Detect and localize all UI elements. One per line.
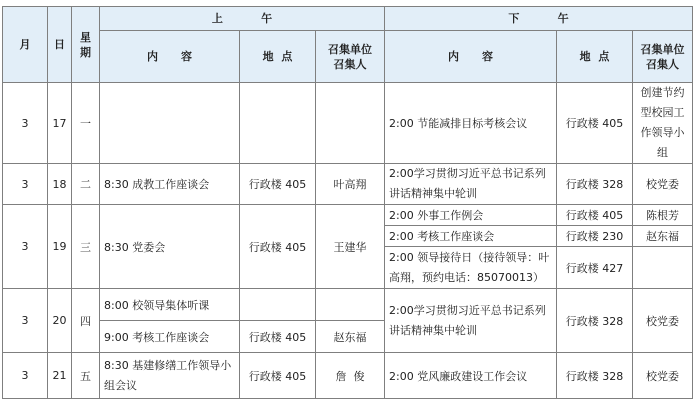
- month-cell: 3: [3, 289, 48, 353]
- pm-organizer-cell: 校党委: [633, 353, 693, 399]
- pm-content-cell: 2:00 考核工作座谈会: [385, 226, 557, 247]
- month-cell: 3: [3, 353, 48, 399]
- am-content-cell: 9:00 考核工作座谈会: [100, 321, 240, 353]
- day-cell: 21: [48, 353, 72, 399]
- am-organizer-cell: 赵东福: [316, 321, 385, 353]
- day-cell: 18: [48, 164, 72, 205]
- weekday-cell: 一: [72, 83, 100, 164]
- pm-location-cell: 行政楼 405: [557, 205, 633, 226]
- month-header: 月: [3, 7, 48, 83]
- pm-content-cell: 2:00 外事工作例会: [385, 205, 557, 226]
- am-location-cell: 行政楼 405: [240, 353, 316, 399]
- weekday-cell: 五: [72, 353, 100, 399]
- am-location-cell: 行政楼 405: [240, 321, 316, 353]
- pm-location-cell: 行政楼 230: [557, 226, 633, 247]
- am-organizer-cell: 叶高翔: [316, 164, 385, 205]
- am-content-header: 内 容: [100, 31, 240, 83]
- table-row: [3, 164, 693, 205]
- pm-organizer-cell: 校党委: [633, 164, 693, 205]
- am-organizer-cell: 王建华: [316, 205, 385, 289]
- am-organizer-cell: 詹 俊: [316, 353, 385, 399]
- pm-content-cell: 2:00 节能减排目标考核会议: [385, 83, 557, 164]
- pm-organizer-cell: 创建节约型校园工作领导小组: [633, 83, 693, 164]
- pm-organizer-cell: 赵东福: [633, 226, 693, 247]
- weekday-cell: 三: [72, 205, 100, 289]
- am-location-cell: [240, 289, 316, 321]
- weekday-cell: 二: [72, 164, 100, 205]
- day-cell: 20: [48, 289, 72, 353]
- am-content-cell: 8:30 基建修缮工作领导小组会议: [100, 353, 240, 399]
- am-content-cell: 8:00 校领导集体听课: [100, 289, 240, 321]
- am-location-cell: 行政楼 405: [240, 205, 316, 289]
- day-cell: 17: [48, 83, 72, 164]
- am-content-cell: 8:30 成教工作座谈会: [100, 164, 240, 205]
- am-location-cell: [240, 83, 316, 164]
- weekday-header: 星期: [72, 7, 100, 83]
- pm-location-cell: 行政楼 328: [557, 353, 633, 399]
- weekday-cell: 四: [72, 289, 100, 353]
- pm-organizer-cell: [633, 247, 693, 289]
- pm-content-cell: 2:00 领导接待日（接待领导：叶高翔，预约电话：85070013）: [385, 247, 557, 289]
- pm-location-cell: 行政楼 427: [557, 247, 633, 289]
- day-cell: 19: [48, 205, 72, 289]
- am-organizer-cell: [316, 83, 385, 164]
- pm-location-header: 地 点: [557, 31, 633, 83]
- table-row: [3, 205, 693, 226]
- am-content-cell: 8:30 党委会: [100, 205, 240, 289]
- am-location-cell: 行政楼 405: [240, 164, 316, 205]
- month-cell: 3: [3, 205, 48, 289]
- am-organizer-cell: [316, 289, 385, 321]
- am-organizer-header: 召集单位 召集人: [316, 31, 385, 83]
- pm-organizer-header: 召集单位 召集人: [633, 31, 693, 83]
- table-row: [3, 83, 693, 164]
- pm-location-cell: 行政楼 328: [557, 289, 633, 353]
- pm-organizer-cell: 陈根芳: [633, 205, 693, 226]
- pm-location-cell: 行政楼 328: [557, 164, 633, 205]
- pm-content-cell: 2:00学习贯彻习近平总书记系列讲话精神集中轮训: [385, 289, 557, 353]
- morning-header: 上 午: [100, 7, 385, 31]
- pm-location-cell: 行政楼 405: [557, 83, 633, 164]
- pm-content-cell: 2:00学习贯彻习近平总书记系列讲话精神集中轮训: [385, 164, 557, 205]
- table-row: [3, 353, 693, 399]
- pm-content-header: 内 容: [385, 31, 557, 83]
- pm-organizer-cell: 校党委: [633, 289, 693, 353]
- table-row: [3, 289, 693, 321]
- pm-content-cell: 2:00 党风廉政建设工作会议: [385, 353, 557, 399]
- day-header: 日: [48, 7, 72, 83]
- month-cell: 3: [3, 164, 48, 205]
- month-cell: 3: [3, 83, 48, 164]
- schedule-table: [2, 6, 693, 399]
- am-content-cell: [100, 83, 240, 164]
- afternoon-header: 下 午: [385, 7, 693, 31]
- am-location-header: 地 点: [240, 31, 316, 83]
